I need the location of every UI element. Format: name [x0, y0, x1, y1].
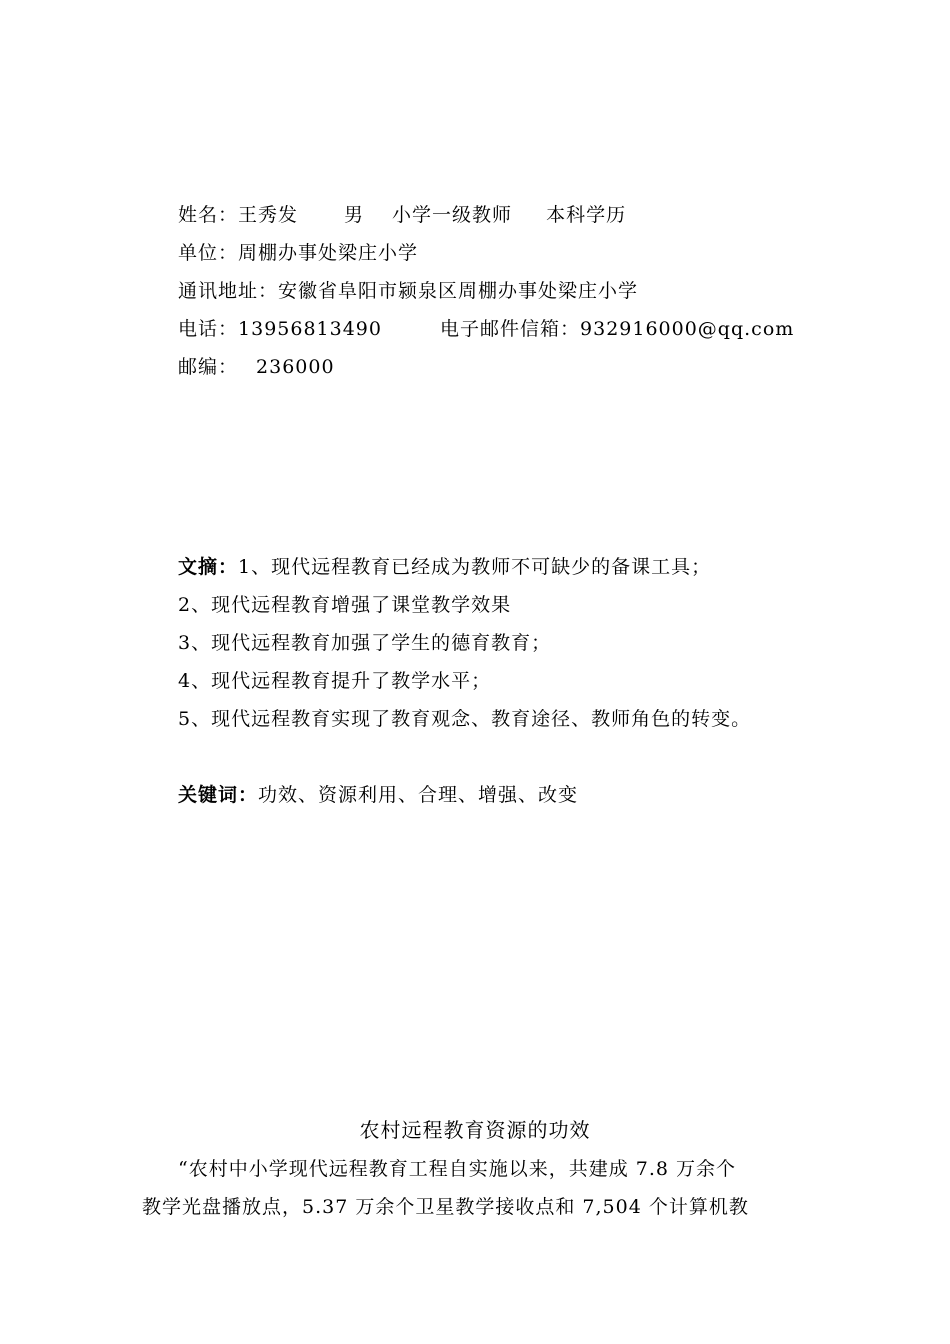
- phone-label: 电话：: [178, 318, 239, 340]
- author-title: 小学一级教师: [392, 204, 513, 226]
- abstract-line-5: [178, 707, 751, 731]
- author-postcode: 236000: [256, 356, 335, 378]
- abstract-line-4: [178, 669, 491, 693]
- author-phone: 13956813490: [238, 318, 382, 340]
- author-unit-line: [178, 241, 418, 265]
- keywords-line: [178, 783, 578, 807]
- author-address-line: [178, 279, 638, 303]
- author-education: 本科学历: [546, 204, 627, 226]
- author-postcode-line: [178, 355, 335, 379]
- abstract-item: 5、现代远程教育实现了教育观念、教育途径、教师角色的转变。: [178, 708, 752, 730]
- author-name: 王秀发: [238, 204, 299, 226]
- author-contact-line: [178, 317, 794, 341]
- author-unit: 周棚办事处梁庄小学: [238, 242, 419, 264]
- abstract-line-2: [178, 593, 511, 617]
- article-body-line-2: 教学光盘播放点，5.37 万余个卫星教学接收点和 7,504 个计算机教: [142, 1196, 749, 1218]
- article-title: 农村远程教育资源的功效: [359, 1118, 591, 1142]
- author-email: 932916000@qq.com: [580, 318, 795, 340]
- email-label: 电子邮件信箱：: [440, 318, 581, 340]
- abstract-line-1: [178, 555, 711, 579]
- abstract-item: 1、现代远程教育已经成为教师不可缺少的备课工具；: [238, 556, 712, 578]
- keywords-text: 功效、资源利用、合理、增强、改变: [258, 784, 579, 806]
- article-body-line-1: “农村中小学现代远程教育工程自实施以来，共建成 7.8 万余个: [178, 1158, 737, 1180]
- address-label: 通讯地址：: [178, 280, 279, 302]
- abstract-label: 文摘：: [178, 556, 239, 578]
- author-name-line: [178, 203, 626, 227]
- abstract-item: 3、现代远程教育加强了学生的德育教育；: [178, 632, 552, 654]
- keywords-label: 关键词：: [178, 784, 259, 806]
- unit-label: 单位：: [178, 242, 239, 264]
- name-label: 姓名：: [178, 204, 239, 226]
- abstract-item: 2、现代远程教育增强了课堂教学效果: [178, 594, 512, 616]
- postcode-label: 邮编：: [178, 356, 239, 378]
- author-gender: 男: [344, 204, 365, 226]
- abstract-item: 4、现代远程教育提升了教学水平；: [178, 670, 492, 692]
- abstract-line-3: [178, 631, 551, 655]
- author-address: 安徽省阜阳市颍泉区周棚办事处梁庄小学: [278, 280, 639, 302]
